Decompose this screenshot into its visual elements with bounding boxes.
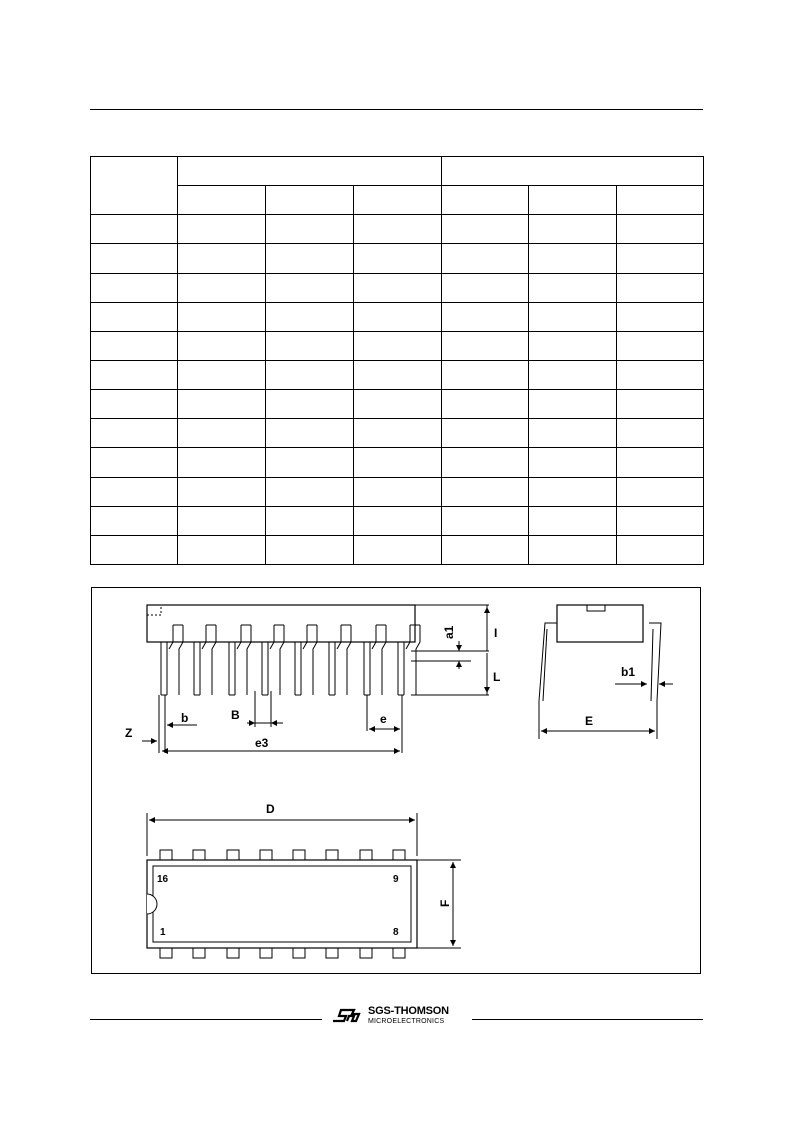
pin xyxy=(393,850,405,860)
table-cell xyxy=(178,273,266,302)
table-cell xyxy=(178,302,266,331)
table-cell xyxy=(266,302,354,331)
table-cell xyxy=(354,302,442,331)
table-cell xyxy=(91,215,178,244)
table-cell xyxy=(91,448,178,477)
table-cell xyxy=(529,448,617,477)
table-cell xyxy=(442,535,529,564)
table-cell xyxy=(178,331,266,360)
table-cell xyxy=(442,273,529,302)
header-rule xyxy=(90,109,703,110)
table-cell xyxy=(266,390,354,419)
table-cell xyxy=(354,506,442,535)
table-cell xyxy=(91,331,178,360)
label-E: E xyxy=(585,714,594,728)
table-row xyxy=(91,273,704,302)
header-cell-group-2 xyxy=(442,157,704,186)
table-cell xyxy=(266,244,354,273)
header-cell xyxy=(266,186,354,215)
pin xyxy=(293,948,305,958)
table-cell xyxy=(266,448,354,477)
table-cell xyxy=(354,331,442,360)
pin xyxy=(360,850,372,860)
st-logo-icon xyxy=(330,1007,364,1025)
label-a1: a1 xyxy=(442,625,456,639)
table-cell xyxy=(178,390,266,419)
table-cell xyxy=(178,506,266,535)
table-cell xyxy=(354,390,442,419)
table-body xyxy=(91,157,704,565)
table-cell xyxy=(354,448,442,477)
footer-rule-right xyxy=(472,1019,703,1020)
table-cell xyxy=(442,419,529,448)
pin xyxy=(227,948,239,958)
pin xyxy=(227,850,239,860)
table-cell xyxy=(266,215,354,244)
table-cell xyxy=(617,360,704,389)
pin xyxy=(193,948,205,958)
table-cell xyxy=(529,390,617,419)
table-cell xyxy=(266,360,354,389)
table-cell xyxy=(354,477,442,506)
table-cell xyxy=(266,477,354,506)
pin xyxy=(260,850,272,860)
pin xyxy=(193,850,205,860)
table-cell xyxy=(617,419,704,448)
table-row xyxy=(91,477,704,506)
table-cell xyxy=(529,535,617,564)
top-view-body xyxy=(147,860,417,948)
header-cell xyxy=(442,186,529,215)
label-I: I xyxy=(494,626,498,640)
table-row xyxy=(91,506,704,535)
table-cell xyxy=(617,244,704,273)
table-cell xyxy=(442,215,529,244)
table-cell xyxy=(442,302,529,331)
header-cell xyxy=(529,186,617,215)
pin xyxy=(360,948,372,958)
label-e3: e3 xyxy=(255,736,269,750)
table-cell xyxy=(442,506,529,535)
table-cell xyxy=(91,419,178,448)
table-cell xyxy=(178,244,266,273)
table-cell xyxy=(617,215,704,244)
table-cell xyxy=(91,360,178,389)
table-cell xyxy=(178,477,266,506)
table-cell xyxy=(442,360,529,389)
header-cell xyxy=(617,186,704,215)
pin xyxy=(160,948,172,958)
table-cell xyxy=(617,331,704,360)
table-cell xyxy=(617,273,704,302)
table-cell xyxy=(354,360,442,389)
table-row xyxy=(91,448,704,477)
brand-subtitle: MICROELECTRONICS xyxy=(368,1018,445,1025)
header-cell-dim xyxy=(91,157,178,215)
table-row xyxy=(91,244,704,273)
label-B: B xyxy=(231,708,240,722)
table-row xyxy=(91,215,704,244)
table-cell xyxy=(442,448,529,477)
table-cell xyxy=(91,273,178,302)
pin xyxy=(326,850,338,860)
table-cell xyxy=(354,419,442,448)
pin xyxy=(393,948,405,958)
table-cell xyxy=(617,448,704,477)
table-row xyxy=(91,390,704,419)
table-cell xyxy=(354,215,442,244)
footer-rule-left xyxy=(90,1019,322,1020)
table-cell xyxy=(617,506,704,535)
package-drawing-frame xyxy=(91,587,701,974)
pin xyxy=(160,850,172,860)
header-row-2 xyxy=(91,186,704,215)
table-cell xyxy=(91,302,178,331)
label-b1: b1 xyxy=(621,665,636,679)
header-row-1 xyxy=(91,157,704,186)
table-cell xyxy=(266,506,354,535)
table-cell xyxy=(617,302,704,331)
pin xyxy=(326,948,338,958)
label-e: e xyxy=(380,712,387,726)
table-cell xyxy=(442,244,529,273)
table-cell xyxy=(178,448,266,477)
table-cell xyxy=(529,244,617,273)
package-outline-drawing xyxy=(92,588,700,973)
table-cell xyxy=(178,419,266,448)
label-D: D xyxy=(266,802,275,816)
table-cell xyxy=(91,244,178,273)
label-b: b xyxy=(181,711,189,725)
label-Z: Z xyxy=(125,726,133,740)
table-cell xyxy=(354,535,442,564)
table-cell xyxy=(178,215,266,244)
pin-label-9: 9 xyxy=(393,874,399,885)
table-cell xyxy=(178,535,266,564)
table-cell xyxy=(178,360,266,389)
table-cell xyxy=(266,331,354,360)
table-row xyxy=(91,535,704,564)
table-cell xyxy=(442,390,529,419)
table-cell xyxy=(617,535,704,564)
pin-label-1: 1 xyxy=(160,927,166,938)
pin xyxy=(260,948,272,958)
table-cell xyxy=(617,390,704,419)
table-cell xyxy=(442,477,529,506)
table-row xyxy=(91,302,704,331)
table-cell xyxy=(91,477,178,506)
table-cell xyxy=(617,477,704,506)
table-cell xyxy=(529,273,617,302)
table-cell xyxy=(354,273,442,302)
table-cell xyxy=(529,331,617,360)
table-row xyxy=(91,419,704,448)
table-cell xyxy=(529,419,617,448)
table-cell xyxy=(91,506,178,535)
table-cell xyxy=(266,273,354,302)
side-view-body xyxy=(147,605,415,642)
pin-label-16: 16 xyxy=(157,874,169,885)
table-cell xyxy=(529,477,617,506)
header-cell xyxy=(354,186,442,215)
table-row xyxy=(91,331,704,360)
header-cell-group-1 xyxy=(178,157,442,186)
header-cell xyxy=(178,186,266,215)
table-row xyxy=(91,360,704,389)
table-cell xyxy=(266,419,354,448)
table-cell xyxy=(529,506,617,535)
table-cell xyxy=(529,215,617,244)
st-brand-logo xyxy=(328,1004,468,1028)
table-cell xyxy=(529,302,617,331)
table-cell xyxy=(266,535,354,564)
dimensions-table xyxy=(90,156,704,565)
table-cell xyxy=(442,331,529,360)
table-cell xyxy=(91,390,178,419)
label-L: L xyxy=(493,670,501,684)
brand-name: SGS-THOMSON xyxy=(368,1005,449,1017)
pin xyxy=(293,850,305,860)
label-F: F xyxy=(438,899,452,907)
table-cell xyxy=(529,360,617,389)
pin-label-8: 8 xyxy=(393,927,399,938)
table-cell xyxy=(91,535,178,564)
table-cell xyxy=(354,244,442,273)
